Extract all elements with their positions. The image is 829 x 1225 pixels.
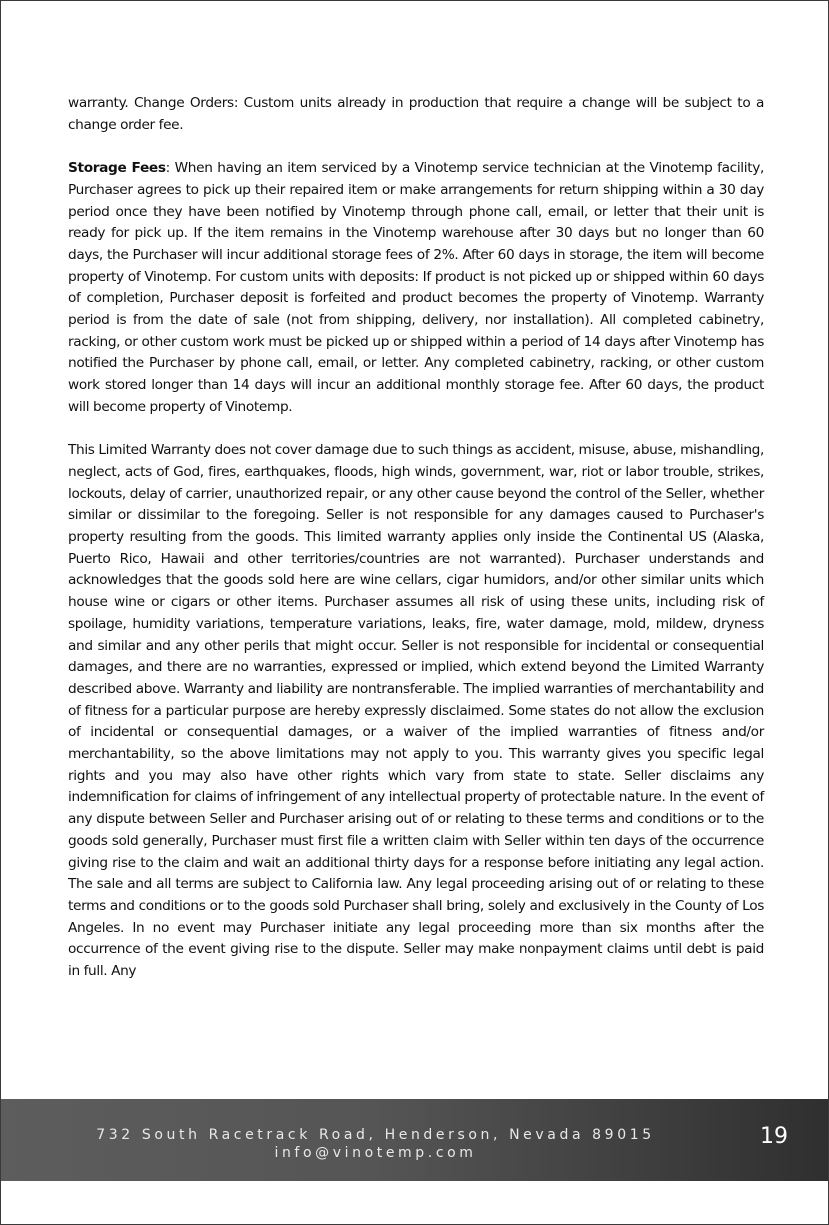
storage-fees-heading: Storage Fees [68, 160, 166, 177]
document-body [68, 93, 764, 1004]
page-number: 19 [760, 1124, 788, 1149]
footer-email-line: info@vinotemp.com [274, 1145, 477, 1161]
footer-address-line: 732 South Racetrack Road, Henderson, Nevada 89015 [96, 1127, 655, 1143]
storage-fees-text: : When having an item serviced by a Vinotemp service technician at the Vinotemp facility, Purchaser agrees to pick up their repaired item or make arrangements for return shipping within a 30 day period once they have been notified by Vinotemp through phone call, email, or letter that their unit is ready for pick up. If the item remains in the Vinotemp warehouse after 30 days but no longer than 60 days, the Purchaser will incur additional storage fees of 2%. After 60 days in storage, the item will become property of Vinotemp. For custom units with deposits: If product is not picked up or shipped within 60 days of completion, Purchaser deposit is forfeited and product becomes the property of Vinotemp. Warranty period is from the date of sale (not from shipping, delivery, nor installation). All completed cabinetry, racking, or other custom work must be picked up or shipped within a period of 14 days after Vinotemp has notified the Purchaser by phone call, email, or letter. Any completed cabinetry, racking, or other custom work stored longer than 14 days will incur an additional monthly storage fee. After 60 days, the product will become property of Vinotemp. [68, 160, 764, 415]
page-footer [1, 1099, 829, 1181]
footer-contact [1, 1126, 750, 1162]
paragraph-storage-fees [68, 158, 764, 418]
paragraph-change-orders: warranty. Change Orders: Custom units already in production that require a change will be subject to a change order fee. [68, 95, 764, 133]
paragraph-limited-warranty: This Limited Warranty does not cover damage due to such things as accident, misuse, abuse, mishandling, neglect, acts of God, fires, earthquakes, floods, high winds, government, war, riot or labor trouble, strikes, lockouts, delay of carrier, unauthorized repair, or any other cause beyond the control of the Seller, whether similar or dissimilar to the foregoing. Seller is not responsible for any damages caused to Purchaser's property resulting from the goods. This limited warranty applies only inside the Continental US (Alaska, Puerto Rico, Hawaii and other territories/countries are not warranted). Purchaser understands and acknowledges that the goods sold here are wine cellars, cigar humidors, and/or other similar units which house wine or cigars or other items. Purchaser assumes all risk of using these units, including risk of spoilage, humidity variations, temperature variations, leaks, fire, water damage, mold, mildew, dryness and similar and any other perils that might occur. Seller is not responsible for incidental or consequential damages, and there are no warranties, expressed or implied, which extend beyond the Limited Warranty described above. Warranty and liability are nontransferable. The implied warranties of merchantability and of fitness for a particular purpose are hereby expressly disclaimed. Some states do not allow the exclusion of incidental or consequential damages, or a waiver of the implied warranties of fitness and/or merchantability, so the above limitations may not apply to you. This warranty gives you specific legal rights and you may also have other rights which vary from state to state. Seller disclaims any indemnification for claims of infringement of any intellectual property of protectable nature. In the event of any dispute between Seller and Purchaser arising out of or relating to these terms and conditions or to the goods sold generally, Purchaser must first file a written claim with Seller within ten days of the occurrence giving rise to the claim and wait an additional thirty days for a response before initiating any legal action. The sale and all terms are subject to California law. Any legal proceeding arising out of or relating to these terms and conditions or to the goods sold Purchaser shall bring, solely and exclusively in the County of Los Angeles. In no event may Purchaser initiate any legal proceeding more than six months after the occurrence of the event giving rise to the dispute. Seller may make nonpayment claims until debt is paid in full. Any [68, 442, 764, 980]
